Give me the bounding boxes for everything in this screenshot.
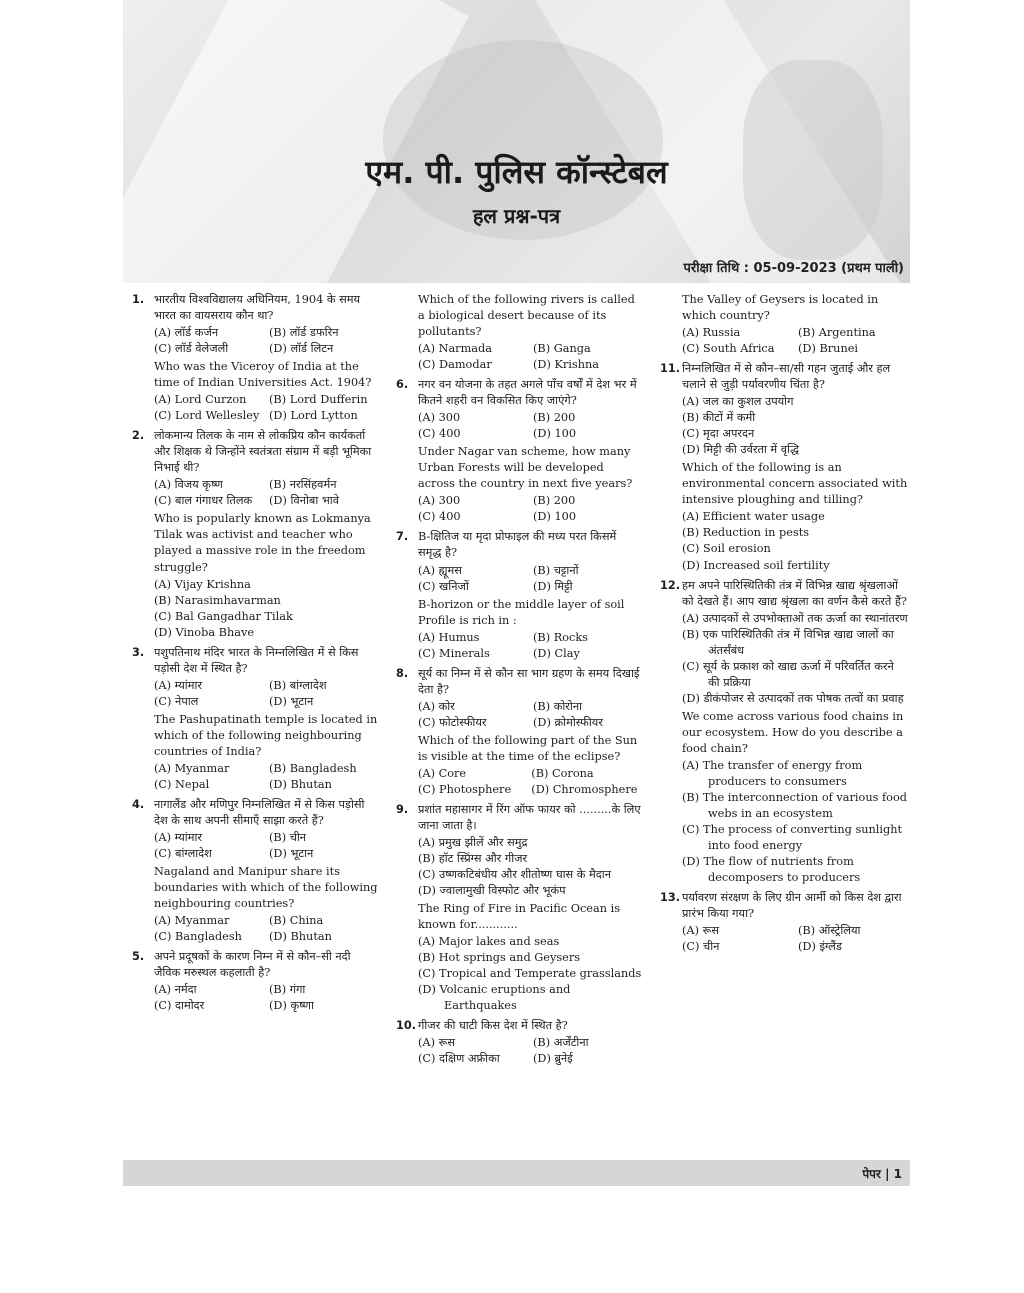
en-options <box>154 761 378 793</box>
option-item: (A) Core <box>418 766 467 780</box>
option-item: (B) Ganga <box>533 342 591 356</box>
question-text-hi: लोकमान्य तिलक के नाम से लोकप्रिय कौन कार्यकर्ता और शिक्षक थे जिन्होंने स्वतंत्रता संग्राम में बड़ी भूमिका निभाई थी? <box>154 429 372 475</box>
question-block <box>396 529 642 661</box>
option-item: (B) कोरोना <box>533 699 583 713</box>
option-item: (D) ब्रुनेई <box>533 1052 573 1066</box>
en-options <box>418 341 642 373</box>
option-item: (D) Clay <box>533 646 580 660</box>
en-options <box>418 934 642 1014</box>
option-item: (C) Bal Gangadhar Tilak <box>154 609 293 623</box>
option-item: (C) South Africa <box>682 342 775 356</box>
option-item: (C) नेपाल <box>154 694 199 708</box>
option-item: (B) बांग्लादेश <box>269 678 327 692</box>
option-item: (A) प्रमुख झीलें और समुद्र <box>418 836 528 849</box>
option-item: (C) फोटोस्फीयर <box>418 715 487 729</box>
question-block <box>660 578 908 887</box>
question-number: 13. <box>660 891 681 905</box>
option-item: (A) लॉर्ड कर्जन <box>154 326 219 340</box>
option-item: (B) 200 <box>533 411 576 425</box>
option-item: (C) दामोदर <box>154 999 205 1013</box>
question-text-hi: भारतीय विश्वविद्यालय अधिनियम, 1904 के समय भारत का वायसराय कौन था? <box>154 293 361 323</box>
en-options <box>154 392 378 424</box>
question-number: 9. <box>396 802 409 816</box>
option-item: (C) Photosphere <box>418 782 512 796</box>
question-text-en: The Pashupatinath temple is located in which of the following neighbouring countries of India? <box>154 712 378 758</box>
option-item: (A) रूस <box>418 1036 455 1050</box>
option-item: (B) ऑस्ट्रेलिया <box>798 924 861 938</box>
option-item: (C) सूर्य के प्रकाश को खाद्य ऊर्जा में परिवर्तित करने की प्रक्रिया <box>682 659 894 689</box>
question-block <box>660 890 908 955</box>
hi-options <box>154 678 378 710</box>
option-item: (A) म्यांमार <box>154 678 203 692</box>
option-item: (A) 300 <box>418 494 461 508</box>
question-number: 8. <box>396 666 409 680</box>
hi-options <box>682 923 908 955</box>
option-item: (B) Narasimhavarman <box>154 593 281 607</box>
option-item: (C) Minerals <box>418 646 490 660</box>
option-item: (B) कीटों में कमी <box>682 411 756 425</box>
option-item: (A) Major lakes and seas <box>418 935 560 949</box>
question-block <box>660 361 908 573</box>
option-item: (B) एक पारिस्थितिकी तंत्र में विभिन्न खाद्य जालों का अंतर्संबंध <box>682 627 894 657</box>
hi-options <box>418 835 642 899</box>
en-options <box>418 493 642 525</box>
question-number: 7. <box>396 530 409 544</box>
option-item: (C) Damodar <box>418 358 492 372</box>
question-block <box>396 377 642 525</box>
question-text-hi: हम अपने पारिस्थितिकी तंत्र में विभिन्न खाद्य श्रृंखलाओं को देखते हैं। आप खाद्य श्रृंखला का वर्णन कैसे करते हैं? <box>682 578 907 608</box>
question-text-hi: प्रशांत महासागर में रिंग ऑफ फायर को .........के लिए जाना जाता है। <box>418 802 641 832</box>
option-item: (C) लॉर्ड वेलेजली <box>154 342 229 356</box>
question-number: 12. <box>660 578 681 592</box>
question-number: 10. <box>396 1019 417 1033</box>
question-text-hi: नगर वन योजना के तहत अगले पाँच वर्षों में देश भर में कितने शहरी वन विकसित किए जाएंगे? <box>418 378 637 408</box>
paper-label: पेपर <box>862 1167 881 1181</box>
question-block <box>396 802 642 1014</box>
option-item: (C) चीन <box>682 940 720 954</box>
option-item: (A) The transfer of energy from producers to consumers <box>682 758 863 788</box>
option-item: (A) Myanmar <box>154 914 230 928</box>
option-item: (A) Narmada <box>418 342 492 356</box>
hi-options <box>154 830 378 862</box>
hi-options <box>682 611 908 707</box>
option-item: (A) उत्पादकों से उपभोक्ताओं तक ऊर्जा का स्थानांतरण <box>682 611 908 625</box>
option-item: (A) म्यांमार <box>154 831 203 844</box>
option-item: (D) ज्वालामुखी विस्फोट और भूकंप <box>418 884 566 898</box>
question-continuation <box>396 292 642 373</box>
option-item: (D) लॉर्ड लिटन <box>269 342 334 356</box>
option-item: (B) Hot springs and Geysers <box>418 951 581 965</box>
option-item: (B) चीन <box>269 831 307 844</box>
option-item: (B) हॉट स्प्रिंग्स और गीजर <box>418 852 528 866</box>
option-item: (D) The flow of nutrients from decomposers to producers <box>682 855 861 885</box>
question-text-en: Who was the Viceroy of India at the time of Indian Universities Act. 1904? <box>154 360 372 390</box>
question-number: 11. <box>660 362 681 376</box>
en-options <box>682 758 908 886</box>
column-2 <box>396 292 642 1071</box>
en-options <box>682 325 908 357</box>
question-text-en: Which of the following part of the Sun is visible at the time of the eclipse? <box>418 733 638 763</box>
hi-options <box>154 982 378 1014</box>
question-block <box>132 949 378 1014</box>
option-item: (C) 400 <box>418 510 461 524</box>
option-item: (C) Bangladesh <box>154 930 242 944</box>
option-item: (D) Bhutan <box>269 777 332 791</box>
question-text-hi: अपने प्रदूषकों के कारण निम्न में से कौन–सी नदी जैविक मरुस्थल कहलाती है? <box>154 950 351 980</box>
en-options <box>418 766 642 798</box>
option-item: (D) Chromosphere <box>531 782 638 796</box>
option-item: (B) Lord Dufferin <box>269 393 368 407</box>
question-text-en: B-horizon or the middle layer of soil Profile is rich in : <box>418 597 625 627</box>
question-number: 5. <box>132 950 145 964</box>
option-item: (B) Rocks <box>533 630 588 644</box>
option-item: (B) Corona <box>531 766 594 780</box>
question-text-en: The Ring of Fire in Pacific Ocean is known for............ <box>418 902 620 932</box>
option-item: (A) Lord Curzon <box>154 393 247 407</box>
hi-options <box>418 1035 642 1067</box>
option-item: (B) Bangladesh <box>269 761 357 775</box>
option-item: (A) जल का कुशल उपयोग <box>682 395 794 409</box>
option-item: (D) 100 <box>533 427 577 441</box>
question-block <box>396 666 642 798</box>
option-item: (D) Vinoba Bhave <box>154 625 255 639</box>
question-text-en: Under Nagar van scheme, how many Urban Forests will be developed across the country in next five years? <box>418 445 633 491</box>
hi-options <box>418 563 642 595</box>
question-block <box>132 292 378 424</box>
option-item: (B) चट्टानों <box>533 563 579 577</box>
option-item: (D) Krishna <box>533 358 599 372</box>
option-item: (B) The interconnection of various food webs in an ecosystem <box>682 790 908 820</box>
option-item: (D) मिट्टी की उर्वरता में वृद्धि <box>682 443 800 457</box>
option-item: (C) Nepal <box>154 777 210 791</box>
question-text-hi: पर्यावरण संरक्षण के लिए ग्रीन आर्मी को किस देश द्वारा प्रारंभ किया गया? <box>682 891 902 921</box>
question-text-hi: पशुपतिनाथ मंदिर भारत के निम्नलिखित में से किस पड़ोसी देश में स्थित है? <box>154 645 359 675</box>
option-item: (D) Increased soil fertility <box>682 558 830 572</box>
option-item: (A) Myanmar <box>154 761 230 775</box>
hi-options <box>418 699 642 731</box>
question-number: 6. <box>396 378 409 392</box>
option-item: (A) ह्यूमस <box>418 563 462 577</box>
question-number: 4. <box>132 797 145 811</box>
option-item: (D) डीकंपोजर से उत्पादकों तक पोषक तत्वों का प्रवाह <box>682 691 904 705</box>
question-block <box>132 797 378 945</box>
question-block <box>132 645 378 793</box>
question-text-en: Nagaland and Manipur share its boundaries with which of the following neighbouring countries? <box>154 865 378 911</box>
question-text-en: The Valley of Geysers is located in which country? <box>682 293 879 323</box>
option-item: (D) 100 <box>533 510 577 524</box>
option-item: (A) Efficient water usage <box>682 510 825 524</box>
question-text-en: Which of the following rivers is called a biological desert because of its pollutants? <box>418 293 635 339</box>
option-item: (C) Soil erosion <box>682 542 771 556</box>
en-options <box>154 913 378 945</box>
option-item: (B) लॉर्ड डफरिन <box>269 326 339 340</box>
option-item: (C) Tropical and Temperate grasslands <box>418 967 642 981</box>
option-item: (C) बाल गंगाधर तिलक <box>154 494 253 508</box>
option-item: (C) The process of converting sunlight into food energy <box>682 823 903 853</box>
option-item: (B) China <box>269 914 324 928</box>
option-item: (B) Reduction in pests <box>682 526 810 540</box>
option-item: (C) खनिजों <box>418 579 469 593</box>
question-number: 2. <box>132 429 145 443</box>
page-number-value: 1 <box>893 1167 902 1181</box>
question-text-hi: B-क्षितिज या मृदा प्रोफाइल की मध्य परत किसमें समृद्ध है? <box>418 530 617 560</box>
page-number: पेपर | 1 <box>862 1167 902 1181</box>
question-text-en: Which of the following is an environmental concern associated with intensive ploughing and tilling? <box>682 461 908 507</box>
option-item: (D) विनोबा भावे <box>269 494 339 508</box>
question-number: 3. <box>132 645 145 659</box>
hi-options <box>418 410 642 442</box>
hi-options <box>154 325 378 357</box>
hi-options <box>682 394 908 458</box>
option-item: (D) कृष्णा <box>269 999 314 1013</box>
option-item: (B) अर्जेंटीना <box>533 1036 589 1050</box>
header-banner <box>123 0 910 283</box>
option-item: (C) Lord Wellesley <box>154 409 260 423</box>
option-item: (A) विजय कृष्ण <box>154 478 223 492</box>
en-options <box>154 577 378 641</box>
option-item: (C) दक्षिण अफ्रीका <box>418 1052 500 1066</box>
option-item: (D) Brunei <box>798 342 859 356</box>
page-title: एम. पी. पुलिस कॉन्स्टेबल <box>365 153 668 191</box>
option-item: (A) रूस <box>682 924 719 938</box>
option-item: (B) 200 <box>533 494 576 508</box>
option-item: (C) मृदा अपरदन <box>682 427 755 441</box>
option-item: (A) 300 <box>418 411 461 425</box>
option-item: (B) नरसिंहवर्मन <box>269 478 337 492</box>
option-item: (A) Russia <box>682 326 741 340</box>
page-footer <box>123 1160 910 1186</box>
option-item: (C) 400 <box>418 427 461 441</box>
page-subtitle: हल प्रश्न-पत्र <box>472 204 561 228</box>
question-number: 1. <box>132 293 145 306</box>
option-item: (A) Humus <box>418 630 480 644</box>
column-3 <box>660 292 908 959</box>
option-item: (D) मिट्टी <box>533 579 573 593</box>
option-item: (D) Lord Lytton <box>269 409 358 423</box>
option-item: (D) Volcanic eruptions and Earthquakes <box>418 983 571 1013</box>
question-text-en: Who is popularly known as Lokmanya Tilak was activist and teacher who played a massive role in the freedom struggle? <box>154 512 371 574</box>
option-item: (D) Bhutan <box>269 930 332 944</box>
option-item: (D) इंग्लैंड <box>798 940 842 954</box>
hi-options <box>154 477 378 509</box>
option-item: (D) भूटान <box>269 847 314 861</box>
column-1 <box>132 292 378 1018</box>
en-options <box>682 509 908 573</box>
question-continuation <box>660 292 908 357</box>
question-text-hi: निम्नलिखित में से कौन–सा/सी गहन जुताई और हल चलाने से जुड़ी पर्यावरणीय चिंता है? <box>682 362 891 392</box>
option-item: (B) गंगा <box>269 983 306 997</box>
question-block <box>132 428 378 640</box>
option-item: (A) नर्मदा <box>154 983 197 997</box>
option-item: (C) उष्णकटिबंधीय और शीतोष्ण घास के मैदान <box>418 868 611 882</box>
option-item: (A) कोर <box>418 699 455 713</box>
question-block <box>396 1018 642 1067</box>
question-text-en: We come across various food chains in our ecosystem. How do you describe a food chain? <box>682 709 904 755</box>
option-item: (C) बांग्लादेश <box>154 847 212 861</box>
option-item: (D) भूटान <box>269 694 314 708</box>
exam-date: परीक्षा तिथि : 05-09-2023 (प्रथम पाली) <box>683 261 904 276</box>
question-text-hi: नागालैंड और मणिपुर निम्नलिखित में से किस पड़ोसी देश के साथ अपनी सीमाएँ साझा करते हैं? <box>154 797 365 827</box>
question-text-hi: सूर्य का निम्न में से कौन सा भाग ग्रहण के समय दिखाई देता है? <box>418 666 640 696</box>
en-options <box>418 630 642 662</box>
question-text-hi: गीजर की घाटी किस देश में स्थित है? <box>418 1019 568 1033</box>
option-item: (B) Argentina <box>798 326 876 340</box>
option-item: (D) क्रोमोस्फीयर <box>533 715 603 729</box>
option-item: (A) Vijay Krishna <box>154 577 251 591</box>
